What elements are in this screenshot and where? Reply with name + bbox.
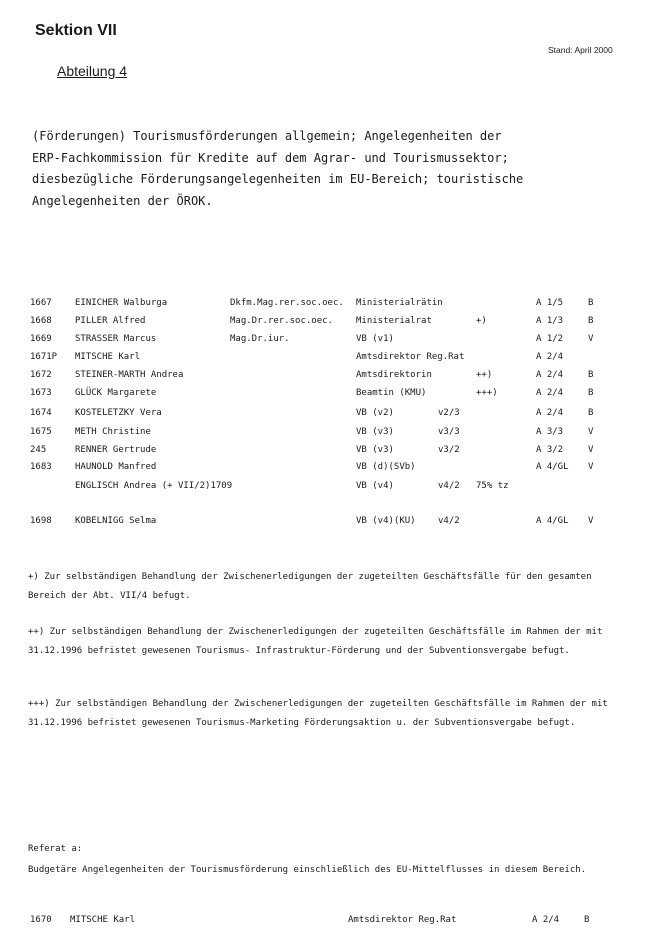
staff-position: Ministerialrat — [356, 316, 432, 326]
staff-name: ENGLISCH Andrea (+ VII/2)1709 — [75, 481, 233, 491]
staff-number: 1669 — [30, 334, 52, 344]
department-title: Abteilung 4 — [57, 63, 128, 79]
staff-number: 1683 — [30, 462, 52, 472]
staff-grade: v3/2 — [438, 445, 460, 455]
staff-mark: B — [588, 388, 594, 398]
department-description — [32, 126, 523, 212]
staff-class: A 2/4 — [536, 370, 564, 380]
staff-class: A 3/3 — [536, 427, 564, 437]
staff-number: 245 — [30, 445, 47, 455]
staff-class: A 1/5 — [536, 298, 564, 308]
staff-class: A 4/GL — [536, 516, 569, 526]
staff-name: STEINER-MARTH Andrea — [75, 370, 184, 380]
staff-number: 1673 — [30, 388, 52, 398]
description-line: ERP-Fachkommission für Kredite auf dem Agrar- und Tourismussektor; — [32, 150, 509, 165]
person-class: A 2/4 — [532, 915, 560, 925]
staff-name: STRASSER Marcus — [75, 334, 157, 344]
staff-number: 1667 — [30, 298, 52, 308]
staff-name: PILLER Alfred — [75, 316, 146, 326]
person-number: 1670 — [30, 915, 52, 925]
staff-class: A 2/4 — [536, 352, 564, 362]
footnote-single-plus: +) Zur selbständigen Behandlung der Zwischenerledigungen der zugeteilten Geschäftsfälle für den gesamten Bereich der Abt. VII/4 befugt. — [28, 572, 592, 601]
staff-position: VB (v3) — [356, 427, 394, 437]
footnote-double-plus: ++) Zur selbständigen Behandlung der Zwischenerledigungen der zugeteilten Geschäftsfälle im Rahmen der mit 31.12.1996 befristet gewesenen Tourismus- Infrastruktur-Förderung und der Subventionsvergabe befugt. — [28, 627, 603, 656]
staff-number: 1675 — [30, 427, 52, 437]
staff-position: Ministerialrätin — [356, 298, 443, 308]
staff-position: Amtsdirektor Reg.Rat — [356, 352, 465, 362]
footnote-triple-plus: +++) Zur selbständigen Behandlung der Zwischenerledigungen der zugeteilten Geschäftsfälle im Rahmen der mit 31.12.1996 befristet gewesenen Tourismus-Marketing Förderungsaktion u. der Subventionsvergabe befugt. — [28, 699, 608, 728]
staff-number: 1674 — [30, 408, 52, 418]
staff-academic-title: Mag.Dr.iur. — [230, 334, 290, 344]
staff-number: 1671P — [30, 352, 58, 362]
staff-mark: B — [588, 408, 594, 418]
staff-name: EINICHER Walburga — [75, 298, 168, 308]
staff-name: KOSTELETZKY Vera — [75, 408, 162, 418]
stand-date: Stand: April 2000 — [548, 45, 613, 55]
staff-class: A 1/3 — [536, 316, 564, 326]
staff-extra: 75% tz — [476, 481, 509, 491]
staff-number: 1698 — [30, 516, 52, 526]
staff-class: A 2/4 — [536, 388, 564, 398]
staff-grade: v4/2 — [438, 516, 460, 526]
description-line: diesbezügliche Förderungsangelegenheiten im EU-Bereich; touristische — [32, 172, 524, 186]
staff-position: VB (v4)(KU) — [356, 516, 416, 526]
staff-class: A 1/2 — [536, 334, 564, 344]
staff-position: VB (v1) — [356, 334, 394, 344]
staff-position: VB (v2) — [356, 408, 394, 418]
person-mark: B — [584, 915, 590, 925]
staff-extra: ++) — [476, 370, 493, 380]
staff-number: 1672 — [30, 370, 52, 380]
staff-mark: B — [588, 370, 594, 380]
section-title: Sektion VII — [35, 22, 117, 39]
description-line: Angelegenheiten der ÖROK. — [32, 193, 213, 208]
staff-position: Amtsdirektorin — [356, 370, 432, 380]
staff-grade: v4/2 — [438, 481, 460, 491]
staff-name: GLÜCK Margarete — [75, 388, 157, 398]
staff-mark: B — [588, 316, 594, 326]
staff-mark: V — [588, 462, 594, 472]
staff-class: A 2/4 — [536, 408, 564, 418]
staff-academic-title: Mag.Dr.rer.soc.oec. — [230, 316, 333, 326]
staff-name: MITSCHE Karl — [75, 352, 141, 362]
staff-name: RENNER Gertrude — [75, 445, 157, 455]
staff-position: Beamtin (KMU) — [356, 388, 427, 398]
staff-extra: +) — [476, 316, 487, 326]
staff-class: A 4/GL — [536, 462, 569, 472]
staff-grade: v3/3 — [438, 427, 460, 437]
staff-grade: v2/3 — [438, 408, 460, 418]
staff-position: VB (d)(SVb) — [356, 462, 416, 472]
staff-position: VB (v3) — [356, 445, 394, 455]
staff-name: KOBELNIGG Selma — [75, 516, 157, 526]
staff-number: 1668 — [30, 316, 52, 326]
staff-name: METH Christine — [75, 427, 151, 437]
referat-description: Budgetäre Angelegenheiten der Tourismusförderung einschließlich des EU-Mittelflusses in diesem Bereich. — [28, 865, 587, 875]
description-line: (Förderungen) Tourismusförderungen allgemein; Angelegenheiten der — [32, 129, 502, 143]
staff-mark: B — [588, 298, 594, 308]
person-name: MITSCHE Karl — [70, 915, 136, 925]
staff-name: HAUNOLD Manfred — [75, 462, 157, 472]
staff-extra: +++) — [476, 388, 498, 398]
staff-position: VB (v4) — [356, 481, 394, 491]
staff-mark: V — [588, 334, 594, 344]
referat-label: Referat a: — [28, 844, 83, 854]
staff-class: A 3/2 — [536, 445, 564, 455]
staff-mark: V — [588, 427, 594, 437]
staff-mark: V — [588, 445, 594, 455]
staff-mark: V — [588, 516, 594, 526]
person-position: Amtsdirektor Reg.Rat — [348, 915, 457, 925]
staff-academic-title: Dkfm.Mag.rer.soc.oec. — [230, 298, 344, 308]
